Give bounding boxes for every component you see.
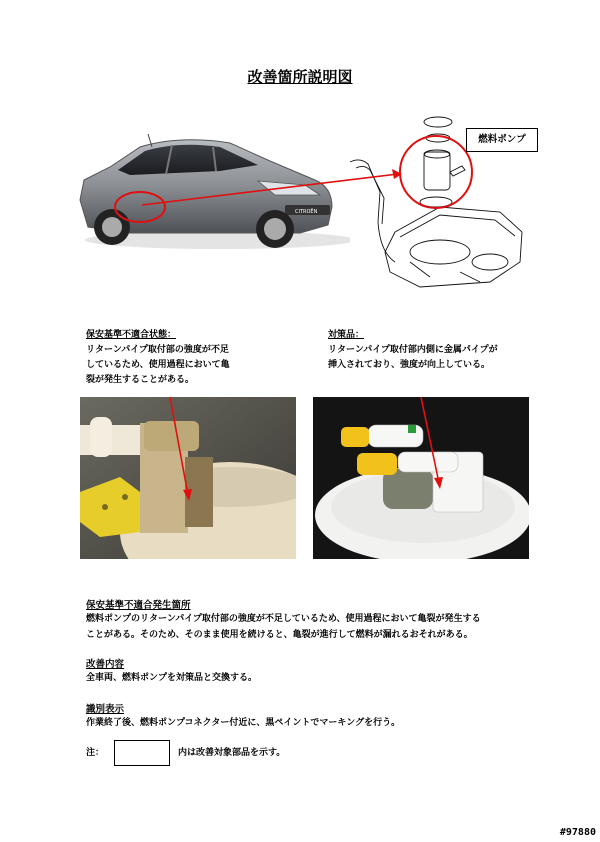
right-caption bbox=[328, 328, 498, 373]
right-caption-heading: 対策品： bbox=[328, 330, 365, 340]
fuel-pump-label: 燃料ポンプ bbox=[466, 128, 538, 152]
left-caption-line: リターンパイプ取付部の強度が不足 bbox=[86, 345, 229, 355]
countermeasure-part-photo bbox=[313, 397, 529, 559]
section-noncompliance bbox=[86, 597, 546, 643]
right-caption-line: リターンパイプ取付部内側に金属パイプが bbox=[328, 345, 498, 355]
section-line: 作業終了後、燃料ポンプコネクター付近に、黒ペイントでマーキングを行う。 bbox=[86, 718, 401, 728]
document-number: #97880 bbox=[559, 827, 596, 838]
note-label: 注： bbox=[86, 748, 105, 758]
defective-part-photo bbox=[80, 397, 296, 559]
note-text: 内は改善対象部品を示す。 bbox=[178, 748, 286, 758]
section-identification bbox=[86, 701, 546, 731]
section-heading: 改善内容 bbox=[86, 659, 125, 670]
left-caption bbox=[86, 328, 230, 388]
car-badge: CITROËN bbox=[295, 209, 318, 215]
section-line: 全車両、燃料ポンプを対策品と交換する。 bbox=[86, 673, 258, 683]
right-caption-line: 挿入されており、強度が向上している。 bbox=[328, 360, 491, 370]
left-caption-line: しているため、使用過程において亀 bbox=[86, 360, 230, 370]
page-title: 改善箇所説明図 bbox=[247, 68, 353, 86]
section-line: ことがある。そのため、そのまま使用を続けると、亀裂が進行して燃料が漏れるおそれがある。 bbox=[86, 630, 473, 640]
section-improvement bbox=[86, 656, 546, 686]
left-caption-heading: 保安基準不適合状態： bbox=[86, 330, 177, 340]
section-heading: 識別表示 bbox=[86, 704, 125, 715]
section-heading: 保安基準不適合発生箇所 bbox=[86, 600, 191, 611]
note-box bbox=[114, 740, 170, 766]
left-caption-line: 裂が発生することがある。 bbox=[86, 375, 195, 385]
section-line: 燃料ポンプのリターンパイプ取付部の強度が不足しているため、使用過程において亀裂が発生する bbox=[86, 614, 481, 624]
red-arrow bbox=[140, 160, 410, 210]
